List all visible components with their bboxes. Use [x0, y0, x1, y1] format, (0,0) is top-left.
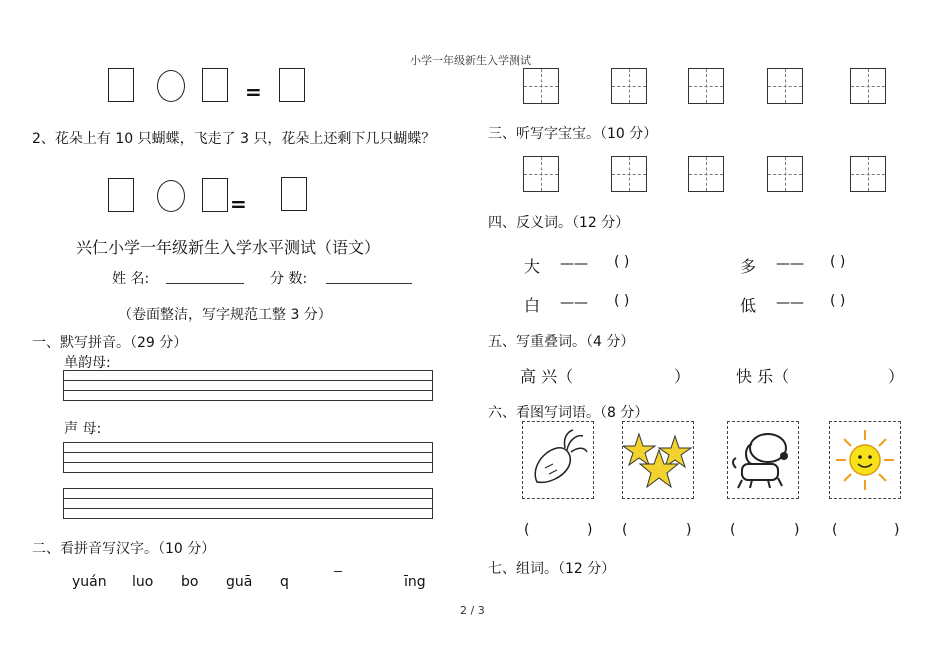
score-label: 分 数: [270, 271, 308, 287]
tianzi-grid[interactable] [767, 156, 803, 192]
neatness-note: （卷面整洁，写字规范工整 3 分） [118, 307, 332, 323]
pinyin-1: yuán [72, 574, 107, 590]
equals-sign: = [245, 80, 262, 104]
section-2-title: 二、看拼音写汉字。（10 分） [32, 541, 216, 557]
tianzi-grid[interactable] [688, 68, 724, 104]
section-1-title: 一、默写拼音。（29 分） [32, 335, 188, 351]
radish-picture [522, 421, 594, 499]
operator-circle[interactable] [157, 180, 185, 212]
antonym-answer[interactable]: ( ) [830, 293, 846, 309]
pinyin-2: luo [132, 574, 154, 590]
paren-open: ( [832, 522, 838, 538]
antonym-dash: —— [560, 295, 588, 311]
answer-box[interactable] [108, 178, 134, 212]
section-5-title: 五、写重叠词。（4 分） [488, 334, 635, 350]
answer-box[interactable] [281, 177, 307, 211]
paren-open: ( [622, 522, 628, 538]
antonym-word: 多 [740, 257, 757, 276]
name-label: 姓 名: [112, 271, 150, 287]
exam-title: 兴仁小学一年级新生入学水平测试（语文） [76, 238, 381, 257]
pinyin-5: q [280, 574, 289, 590]
antonym-answer[interactable]: ( ) [614, 293, 630, 309]
answer-box[interactable] [279, 68, 305, 102]
tianzi-grid[interactable] [523, 68, 559, 104]
tianzi-grid[interactable] [767, 68, 803, 104]
tianzi-grid[interactable] [611, 68, 647, 104]
consonants-label: 声 母: [64, 421, 102, 437]
tianzi-grid[interactable] [850, 156, 886, 192]
score-field[interactable] [326, 268, 412, 284]
operator-circle[interactable] [157, 70, 185, 102]
antonym-answer[interactable]: ( ) [614, 254, 630, 270]
antonym-dash: —— [776, 256, 804, 272]
antonym-dash: —— [776, 295, 804, 311]
answer-box[interactable] [202, 68, 228, 102]
writing-lines-consonants-1[interactable] [63, 442, 433, 473]
paren-open: ( [524, 522, 530, 538]
antonym-answer[interactable]: ( ) [830, 254, 846, 270]
paren-close: ) [794, 522, 800, 538]
antonym-word: 低 [740, 296, 757, 315]
question-2: 2、花朵上有 10 只蝴蝶，飞走了 3 只，花朵上还剩下几只蝴蝶？ [32, 131, 436, 147]
antonym-word: 白 [524, 296, 541, 315]
reduplication-word: 快 乐（ [736, 367, 790, 386]
tianzi-grid[interactable] [850, 68, 886, 104]
pinyin-3: bo [181, 574, 199, 590]
writing-lines-vowels[interactable] [63, 370, 433, 401]
sun-icon [830, 422, 900, 498]
page-header: 小学一年级新生入学测试 [410, 54, 531, 67]
tianzi-grid[interactable] [611, 156, 647, 192]
section-6-title: 六、看图写词语。（8 分） [488, 405, 649, 421]
answer-box[interactable] [202, 178, 228, 212]
answer-box[interactable] [108, 68, 134, 102]
antonym-word: 大 [524, 257, 541, 276]
stars-picture [622, 421, 694, 499]
dog-picture [727, 421, 799, 499]
name-field[interactable] [166, 268, 244, 284]
tianzi-grid[interactable] [688, 156, 724, 192]
reduplication-word: 高 兴（ [520, 367, 574, 386]
sun-picture [829, 421, 901, 499]
section-4-title: 四、反义词。（12 分） [488, 215, 630, 231]
pinyin-4: guā [226, 574, 253, 590]
paren-open: ( [730, 522, 736, 538]
vowels-label: 单韵母: [64, 355, 111, 371]
paren-close: ) [894, 522, 900, 538]
paren-close: ) [686, 522, 692, 538]
reduplication-close: ） [888, 367, 905, 386]
tianzi-grid[interactable] [523, 156, 559, 192]
tone-mark [334, 571, 342, 572]
section-3-title: 三、听写字宝宝。（10 分） [488, 126, 658, 142]
dog-icon [728, 422, 798, 498]
pinyin-7: īng [404, 574, 426, 590]
section-7-title: 七、组词。（12 分） [488, 561, 616, 577]
writing-lines-consonants-2[interactable] [63, 488, 433, 519]
antonym-dash: —— [560, 256, 588, 272]
paren-close: ) [587, 522, 593, 538]
stars-icon [623, 422, 693, 498]
equals-sign: = [230, 192, 247, 216]
radish-icon [523, 422, 593, 498]
page-number: 2 / 3 [460, 604, 485, 617]
reduplication-close: ） [674, 367, 691, 386]
